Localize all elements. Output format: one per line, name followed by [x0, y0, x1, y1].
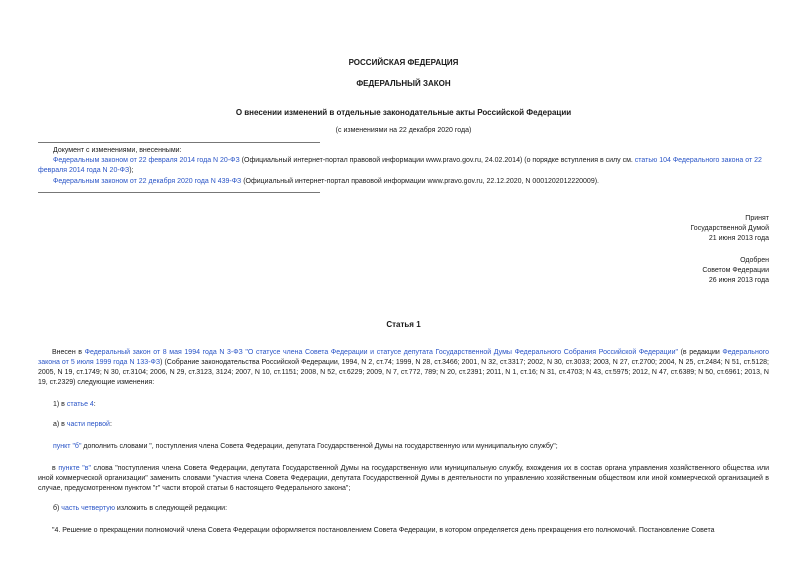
duma-name: Государственной Думой — [690, 225, 769, 232]
change-entry-1: Федеральным законом от 22 февраля 2014 года N 20-ФЗ (Официальный интернет-портал правовой информации www.pravo.gov.ru, 24.02.2014) (о порядке вступления в силу см. статью 104 Федерального закона от 22 февраля 2014 года N 20-ФЗ); — [38, 157, 762, 174]
part-four-link[interactable]: часть четвертую — [61, 505, 115, 512]
change-1-article-link[interactable]: статью 104 Федерального закона от 22 февраля 2014 года N 20-ФЗ — [38, 157, 762, 174]
quoted-text: "4. Решение о прекращении полномочий члена Совета Федерации оформляется постановлением Совета Федерации, в котором определяется день прекращения его полномочий. Постановление Совета — [52, 527, 715, 534]
duma-adopted: Принят — [745, 215, 769, 222]
item-a: а) в части первой: — [53, 421, 112, 428]
item-b: б) часть четвертую изложить в следующей редакции: — [53, 505, 228, 512]
law-type-heading: ФЕДЕРАЛЬНЫЙ ЗАКОН — [356, 79, 451, 88]
changes-divider-top — [38, 142, 320, 143]
change-entry-2: Федеральным законом от 22 декабря 2020 года N 439-ФЗ (Официальный интернет-портал правовой информации www.pravo.gov.ru, 22.12.2020, N 0001202012220009). — [53, 178, 599, 185]
point-v-link[interactable]: пункте "в" — [58, 465, 91, 472]
duma-adoption — [690, 214, 769, 244]
change-2-link[interactable]: Федеральным законом от 22 декабря 2020 года N 439-ФЗ — [53, 178, 242, 185]
changes-divider-bottom — [38, 192, 320, 193]
item-b-point: пункт "б" дополнить словами ", поступления члена Совета Федерации, депутата Государственной Думы на государственную или муниципальную службу"; — [53, 443, 558, 450]
point-b-link[interactable]: пункт "б" — [53, 443, 82, 450]
law-133fz-link[interactable]: Федерального закона от 5 июля 1999 года N 133-ФЗ — [38, 349, 769, 366]
council-name: Советом Федерации — [702, 267, 769, 274]
revision-note: (с изменениями на 22 декабря 2020 года) — [335, 127, 472, 134]
council-approved: Одобрен — [740, 257, 769, 264]
article-4-link[interactable]: статье 4 — [66, 401, 94, 408]
item-1: 1) в статье 4: — [53, 401, 96, 408]
country-heading: РОССИЙСКАЯ ФЕДЕРАЦИЯ — [348, 58, 459, 67]
item-v-point: в пункте "в" слова "поступления члена Совета Федерации, депутата Государственной Думы на государственную или муниципальную службу, вхождения их в состав органа управления хозяйственного общества или иной коммерческой организации" заменить словами "участия члена Совета Федерации, депутата Государственной Думы в деятельности по управлению хозяйственным обществом или иной коммерческой организацией в случае, предусмотренном пунктом "г" части второй статьи 6 настоящего Федерального закона"; — [38, 465, 770, 492]
council-approval — [702, 256, 769, 286]
part-one-link[interactable]: части первой — [66, 421, 110, 428]
article-paragraph-1: Внесен в Федеральный закон от 8 мая 1994 года N 3-ФЗ "О статусе члена Совета Федерации и статусе депутата Государственной Думы Федерального Собрания Российской Федерации" (в редакции Федерального закона от 5 июля 1999 года N 133-ФЗ) (Собрание законодательства Российской Федерации, 1994, N 2, ст.74; 1999, N 28, ст.3466; 2001, N 32, ст.3317; 2002, N 30, ст.3033; 2003, N 27, ст.2700; 2004, N 25, ст.2484; N 51, ст.5128; 2005, N 19, ст.1749; N 30, ст.3104; 2006, N 29, ст.3123, 3124; 2007, N 10, ст.1151; 2008, N 52, ст.6229; 2009, N 7, ст.772, 789; N 20, ст.2391; 2011, N 1, ст.16; N 31, ст.4703; N 43, ст.5975; 2012, N 47, ст.6389; N 50, ст.6961; 2013, N 19, ст.2329) следующие изменения: — [38, 349, 769, 386]
change-1-link[interactable]: Федеральным законом от 22 февраля 2014 года N 20-ФЗ — [53, 157, 240, 164]
law-3fz-link[interactable]: Федеральный закон от 8 мая 1994 года N 3-ФЗ "О статусе члена Совета Федерации и статусе депутата Государственной Думы Федерального Собрания Российской Федерации" — [84, 349, 678, 356]
article-heading: Статья 1 — [386, 320, 421, 329]
document-title: О внесении изменений в отдельные законодательные акты Российской Федерации — [235, 108, 572, 117]
council-date: 26 июня 2013 года — [708, 277, 769, 284]
changes-intro: Документ с изменениями, внесенными: — [53, 147, 182, 154]
duma-date: 21 июня 2013 года — [708, 235, 769, 242]
